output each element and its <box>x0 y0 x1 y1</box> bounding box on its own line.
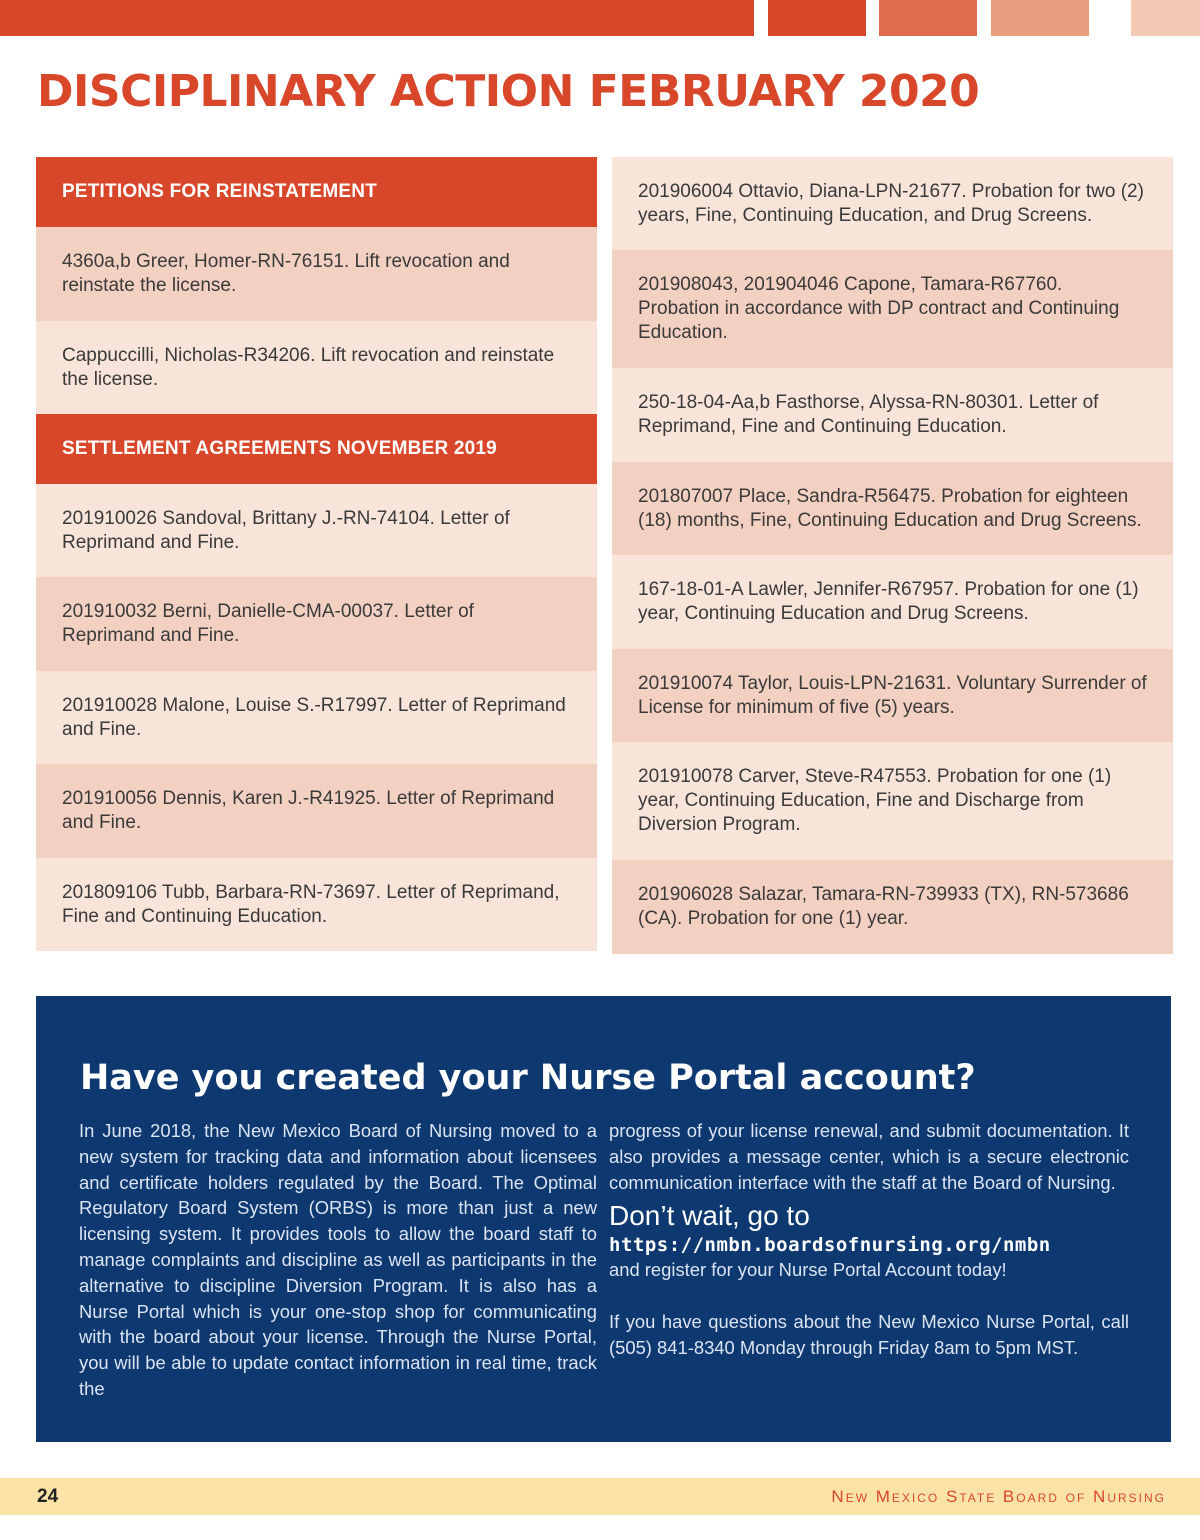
portal-url-link[interactable]: https://nmbn.boardsofnursing.org/nmbn <box>609 1234 1051 1257</box>
list-item <box>612 555 1173 649</box>
list-item <box>612 250 1173 368</box>
list-item <box>612 368 1173 462</box>
dont-wait-text: Don’t wait, go to <box>609 1200 810 1232</box>
entry-text: 201807007 Place, Sandra-R56475. Probation for eighteen (18) months, Fine, Continuing Education and Drug Screens. <box>638 485 1142 531</box>
list-item <box>36 321 597 414</box>
page-footer <box>0 1478 1200 1515</box>
list-item <box>36 671 597 764</box>
list-item <box>36 484 597 577</box>
entry-text: 201910026 Sandoval, Brittany J.-RN-74104. Letter of Reprimand and Fine. <box>62 507 510 553</box>
list-item <box>612 157 1173 250</box>
entry-text: 201910078 Carver, Steve-R47553. Probation for one (1) year, Continuing Education, Fine and Discharge from Diversion Program. <box>638 766 1112 835</box>
entry-text: 201908043, 201904046 Capone, Tamara-R67760. Probation in accordance with DP contract and Continuing Education. <box>638 274 1120 343</box>
section-heading-text: PETITIONS FOR REINSTATEMENT <box>62 181 378 202</box>
settlements-heading <box>36 414 597 484</box>
entry-text: 201809106 Tubb, Barbara-RN-73697. Letter of Reprimand, Fine and Continuing Education. <box>62 881 560 927</box>
list-item <box>36 227 597 321</box>
left-column <box>36 157 597 951</box>
portal-text-right <box>609 1118 1129 1361</box>
list-item <box>612 742 1173 860</box>
entry-text: 201910056 Dennis, Karen J.-R41925. Letter of Reprimand and Fine. <box>62 788 555 833</box>
portal-heading: Have you created your Nurse Portal account? <box>80 1058 976 1098</box>
header-bar-block <box>879 0 977 36</box>
nurse-portal-callout <box>36 996 1171 1442</box>
list-item <box>36 577 597 671</box>
section-heading-text: SETTLEMENT AGREEMENTS NOVEMBER 2019 <box>62 438 497 459</box>
entry-text: 167-18-01-A Lawler, Jennifer-R67957. Probation for one (1) year, Continuing Education and Drug Screens. <box>638 579 1139 624</box>
entry-text: 250-18-04-Aa,b Fasthorse, Alyssa-RN-80301. Letter of Reprimand, Fine and Continuing Education. <box>638 392 1099 437</box>
portal-text-left <box>79 1118 597 1402</box>
entry-text: 4360a,b Greer, Homer-RN-76151. Lift revocation and reinstate the license. <box>62 251 510 296</box>
header-bar-block <box>991 0 1089 36</box>
right-column <box>612 157 1173 954</box>
portal-intro-continued: progress of your license renewal, and submit documentation. It also provides a message center, which is a secure electronic communication interface with the staff at the Board of Nursing. <box>609 1120 1129 1193</box>
page-number: 24 <box>37 1486 59 1507</box>
publication-name: New Mexico State Board of Nursing <box>831 1487 1166 1506</box>
entry-text: Cappuccilli, Nicholas-R34206. Lift revocation and reinstate the license. <box>62 344 555 390</box>
portal-intro-text: In June 2018, the New Mexico Board of Nursing moved to a new system for tracking data and information about licensees and certificate holders regulated by the Board. The Optimal Regulatory Board System (ORBS) is more than just a new licensing system. It provides tools to allow the board staff to manage complaints and discipline as well as participants in the alternative to discipline Diversion Program. It is also has a Nurse Portal which is your one-stop shop for communicating with the board about your license. Through the Nurse Portal, you will be able to update contact information in real time, track the <box>79 1120 597 1399</box>
header-bar-block <box>768 0 866 36</box>
entry-text: 201906028 Salazar, Tamara-RN-739933 (TX), RN-573686 (CA). Probation for one (1) year. <box>638 884 1129 929</box>
entry-text: 201906004 Ottavio, Diana-LPN-21677. Probation for two (2) years, Fine, Continuing Education, and Drug Screens. <box>638 180 1144 226</box>
page-title: DISCIPLINARY ACTION FEBRUARY 2020 <box>37 66 980 117</box>
list-item <box>612 860 1173 954</box>
header-bar <box>0 0 754 36</box>
register-text: and register for your Nurse Portal Account today! <box>609 1259 1007 1281</box>
entry-text: 201910032 Berni, Danielle-CMA-00037. Letter of Reprimand and Fine. <box>62 601 474 646</box>
entry-text: 201910028 Malone, Louise S.-R17997. Letter of Reprimand and Fine. <box>62 694 566 740</box>
questions-text: If you have questions about the New Mexico Nurse Portal, call (505) 841-8340 Monday through Friday 8am to 5pm MST. <box>609 1311 1129 1358</box>
list-item <box>612 462 1173 555</box>
entry-text: 201910074 Taylor, Louis-LPN-21631. Voluntary Surrender of License for minimum of five (5) years. <box>638 672 1147 718</box>
petitions-heading <box>36 157 597 227</box>
list-item <box>36 764 597 858</box>
header-bar-block <box>1131 0 1200 36</box>
list-item <box>612 649 1173 742</box>
list-item <box>36 858 597 951</box>
